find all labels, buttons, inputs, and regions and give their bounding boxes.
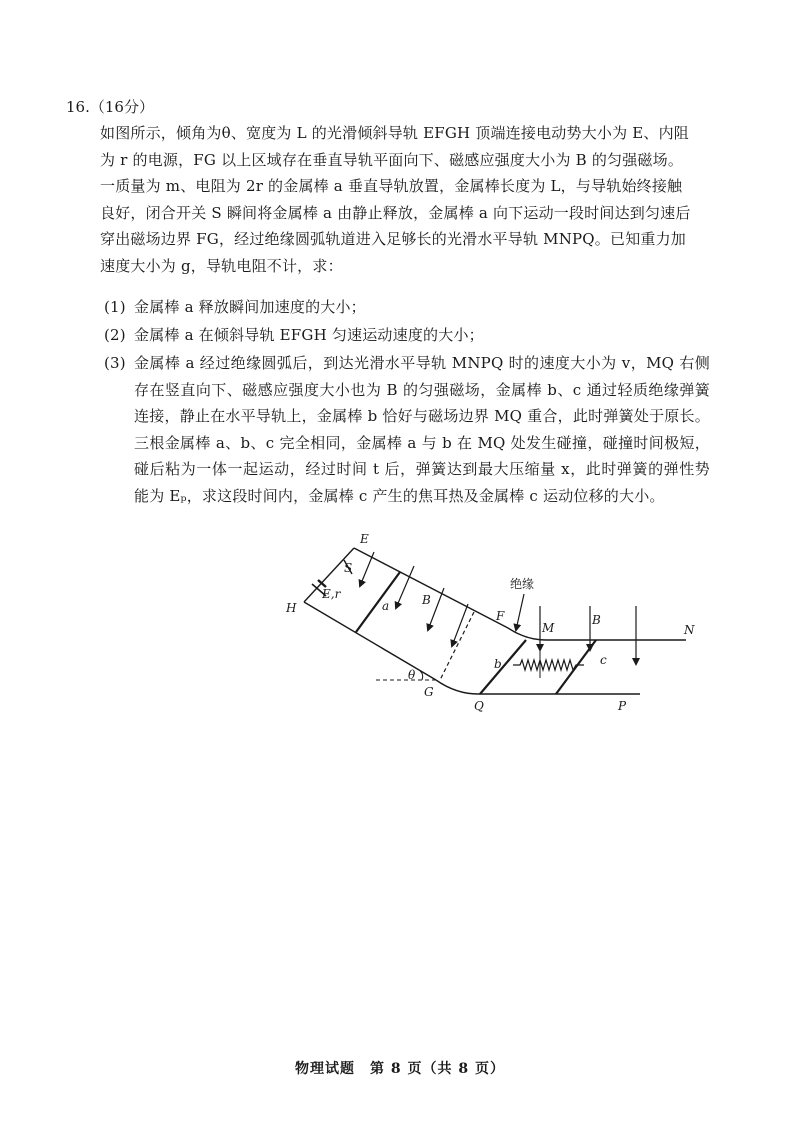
sub-question-number: (3) [104, 354, 126, 372]
label-theta: θ [408, 668, 416, 682]
sub-question-text: 金属棒 a 在倾斜导轨 EFGH 匀速运动速度的大小； [134, 326, 484, 344]
stem-line: 一质量为 m、电阻为 2r 的金属棒 a 垂直导轨放置，金属棒长度为 L，与导轨始终接触 [100, 177, 683, 195]
incline-rail-upper [354, 548, 508, 628]
sub-question-3 [104, 350, 710, 509]
stem-line: 如图所示，倾角为θ、宽度为 L 的光滑倾斜导轨 EFGH 顶端连接电动势大小为 E、内阻 [100, 124, 690, 142]
question-header [66, 94, 154, 120]
label-F: F [496, 609, 505, 623]
label-insulation: 绝缘 [510, 577, 535, 591]
rail-diagram [272, 526, 710, 726]
page-footer: 物理试题 第 8 页（共 8 页） [295, 1061, 505, 1077]
question-points: （16分） [89, 98, 154, 116]
sub-question-text: 金属棒 a 经过绝缘圆弧后，到达光滑水平导轨 MNPQ 时的速度大小为 v，MQ 右侧存在竖直向下、磁感应强度大小也为 B 的匀强磁场，金属棒 b、c 通过轻质绝缘弹簧连接，静止在水平导轨上，金属棒 b 恰好与磁场边界 MQ 重合，此时弹簧处于原长。三根金属棒 a、b、c 完全相同，金属棒 a 与 b 在 MQ 处发生碰撞，碰撞时间极短，碰后粘为一体一起运动，经过时间 t 后，弹簧达到最大压缩量 x，此时弹簧的弹性势能为 Eₚ，求这段时间内，金属棒 c 产生的焦耳热及金属棒 c 运动位移的大小。 [134, 354, 710, 505]
question-stem [100, 120, 710, 279]
boundary-FG [440, 612, 474, 680]
label-M: M [542, 621, 555, 635]
field-arrow-incline [360, 552, 374, 586]
physics-figure [272, 526, 710, 726]
insulation-pointer [516, 594, 524, 630]
label-E: E [360, 532, 369, 546]
sub-question-1 [104, 294, 710, 321]
label-source: E,r [322, 587, 341, 601]
question-number: 16. [66, 98, 90, 116]
stem-line: 为 r 的电源，FG 以上区域存在垂直导轨平面向下、磁感应强度大小为 B 的匀强磁场。 [100, 150, 684, 169]
sub-question-number: (1) [104, 298, 126, 316]
label-a: a [382, 599, 390, 613]
label-H: H [286, 601, 297, 615]
stem-line: 速度大小为 g，导轨电阻不计，求： [100, 256, 343, 275]
label-Q: Q [474, 699, 484, 713]
sub-question-text: 金属棒 a 释放瞬间加速度的大小； [134, 298, 366, 316]
label-G: G [424, 685, 434, 699]
curve-rail-lower [436, 680, 478, 694]
label-S: S [344, 561, 353, 575]
spring [513, 660, 584, 670]
rod-b [480, 640, 526, 694]
stem-line: 良好，闭合开关 S 瞬间将金属棒 a 由静止释放，金属棒 a 向下运动一段时间达到匀速后 [100, 203, 691, 222]
label-c: c [600, 653, 607, 667]
label-B-flat: B [592, 613, 601, 627]
sub-question-2 [104, 322, 710, 349]
label-N: N [684, 623, 695, 637]
label-P: P [618, 699, 627, 713]
label-b: b [494, 657, 502, 671]
label-B-incline: B [422, 593, 431, 607]
sub-question-number: (2) [104, 326, 126, 344]
stem-line: 穿出磁场边界 FG，经过绝缘圆弧轨道进入足够长的光滑水平导轨 MNPQ。已知重力加 [100, 230, 687, 248]
